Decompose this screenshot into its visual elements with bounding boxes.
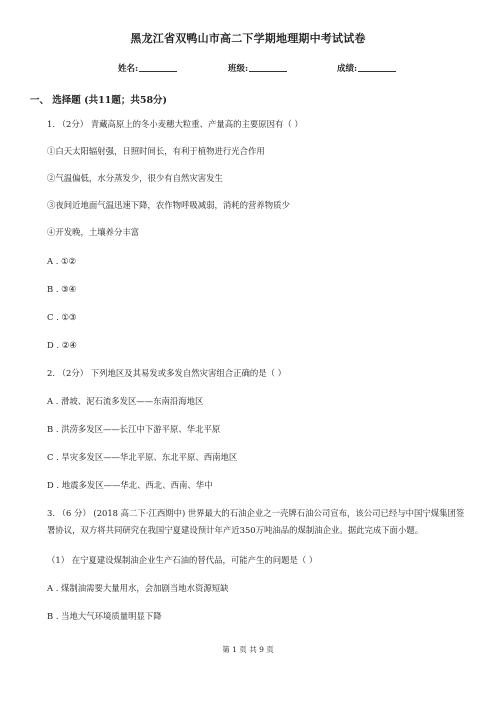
question-1-option-c: C . ①③ — [47, 312, 77, 322]
score-label: 成绩: — [337, 64, 358, 74]
score-blank — [358, 62, 396, 72]
name-label: 姓名: — [118, 64, 139, 74]
question-2-option-b: B . 洪涝多发区——长江中下游平原、华北平原 — [47, 424, 221, 434]
question-3-sub1-option-a: A . 煤制油需要大量用水，会加剧当地水资源短缺 — [47, 583, 229, 593]
question-1-option-d: D . ②④ — [47, 340, 77, 350]
name-blank — [139, 62, 177, 72]
page-footer: 第 1 页 共 9 页 — [222, 645, 274, 654]
question-1-option-b: B . ③④ — [47, 284, 77, 294]
question-2-option-d: D . 地震多发区——华北、西北、西南、华中 — [47, 480, 213, 490]
class-label: 班级: — [228, 64, 249, 74]
question-1-stem: 1. （2分） 青藏高原上的冬小麦穗大粒重、产量高的主要原因有（ ） — [47, 119, 303, 129]
score-field — [337, 62, 396, 74]
question-1-option-a: A . ①② — [47, 256, 77, 266]
question-3-sub1-stem: （1） 在宁夏建设煤制油企业生产石油的替代品，可能产生的问题是（ ） — [47, 555, 318, 565]
class-blank — [249, 62, 287, 72]
question-1-item: ③夜间近地面气温迅速下降，农作物呼吸减弱，消耗的营养物质少 — [47, 200, 290, 210]
question-2-option-c: C . 旱灾多发区——华北平原、东北平原、西南地区 — [47, 452, 238, 462]
class-field — [228, 62, 287, 74]
question-3-sub1-option-b: B . 当地大气环境质量明显下降 — [47, 611, 162, 621]
page-title: 黑龙江省双鸭山市高二下学期地理期中考试试卷 — [130, 32, 366, 45]
question-2-option-a: A . 滑坡、泥石流多发区——东南沿海地区 — [47, 396, 204, 406]
name-field — [118, 62, 177, 74]
student-info-row — [0, 62, 496, 76]
section-heading: 一、 选择题 (共11题；共58分) — [30, 95, 168, 106]
question-1-item: ②气温偏低，水分蒸发少，很少有自然灾害发生 — [47, 173, 223, 183]
question-1-item: ④开发晚，土壤养分丰富 — [47, 227, 140, 237]
question-3-stem: 3. （6 分） (2018 高二下·江西期中) 世界最大的石油企业之一壳牌石油公司宣布，该公司已经与中国宁煤集团签署协议，双方将共同研究在我国宁夏建设预计年产近350万吨油品的煤制油企业。据此完成下面小题。 — [47, 508, 465, 535]
question-2-stem: 2. （2分） 下列地区及其易发或多发自然灾害组合正确的是（ ） — [47, 368, 287, 378]
question-1-item: ①白天太阳辐射强，日照时间长，有利于植物进行光合作用 — [47, 146, 265, 156]
